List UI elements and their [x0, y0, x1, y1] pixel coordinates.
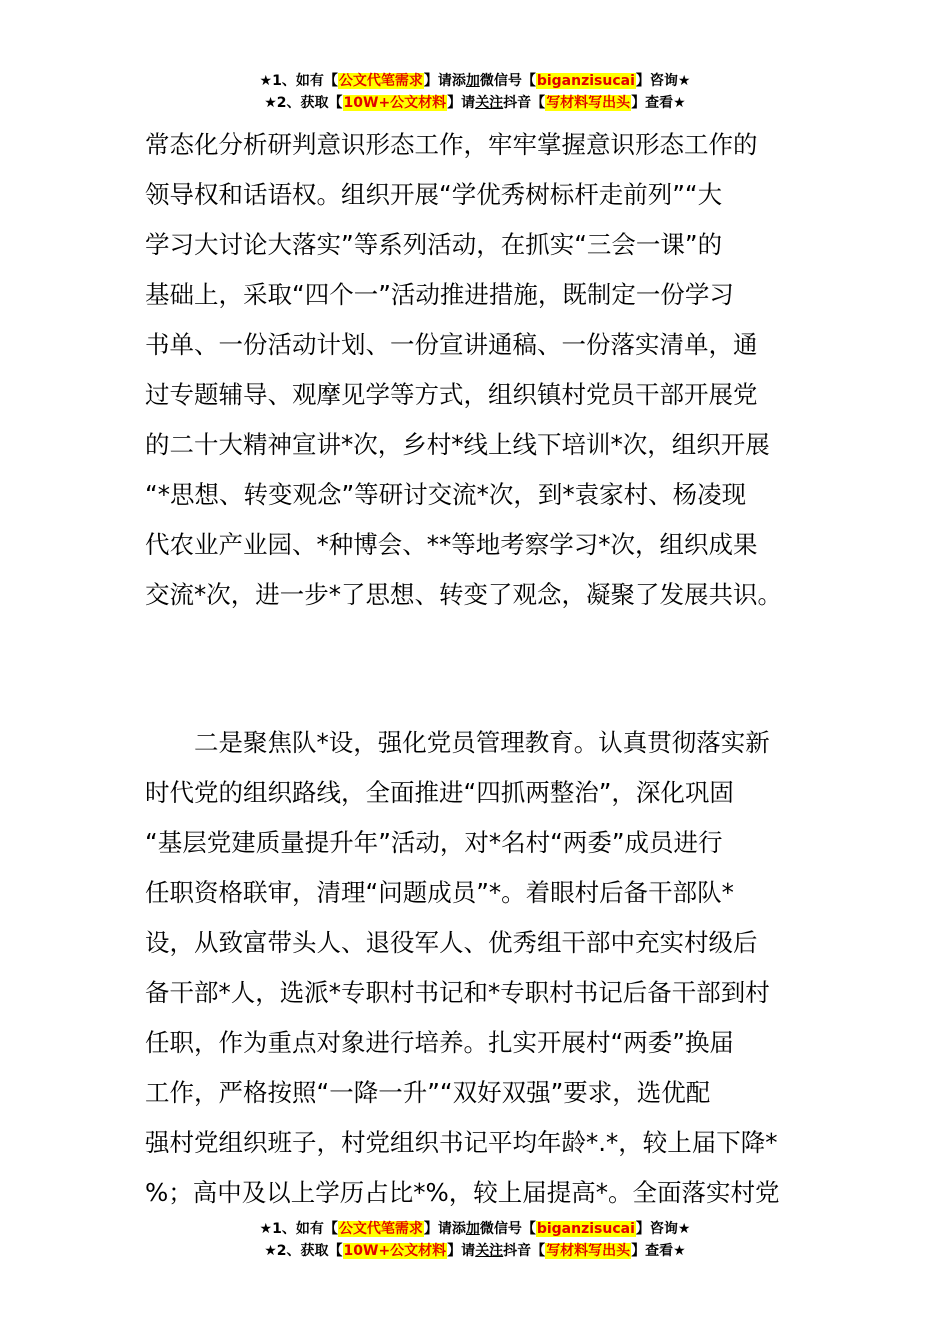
body-line: 二是聚焦队*设，强化党员管理教育。认真贯彻落实新: [145, 728, 770, 757]
promo-underlined-text: 关注: [475, 95, 504, 111]
paragraph-ideology-work: [145, 120, 835, 620]
promo-douyin-account: 写材料写出头: [546, 95, 631, 111]
promo-line-consult: [0, 70, 950, 92]
promo-header-top: [0, 70, 950, 114]
promo-text: 】查看★: [631, 95, 686, 111]
promo-text: 抖音【: [503, 95, 546, 111]
body-line: 时代党的组织路线，全面推进“四抓两整治”，深化巩固: [145, 778, 734, 807]
promo-highlight: 公文代笔需求: [338, 1221, 423, 1237]
body-line: 基础上，采取“四个一”活动推进措施，既制定一份学习: [145, 280, 734, 309]
body-line: 常态化分析研判意识形态工作，牢牢掌握意识形态工作的: [145, 130, 758, 159]
paragraph-team-building: [145, 718, 835, 1218]
body-line: 书单、一份活动计划、一份宣讲通稿、一份落实清单，通: [145, 330, 758, 359]
body-line: 领导权和话语权。组织开展“学优秀树标杆走前列”“大: [145, 180, 723, 209]
body-line: 备干部*人，选派*专职村书记和*专职村书记后备干部到村: [145, 978, 770, 1007]
promo-text: 微信号【: [479, 73, 536, 89]
promo-highlight: 公文代笔需求: [338, 73, 423, 89]
promo-text: ★2、获取【: [264, 95, 343, 111]
body-line: “基层党建质量提升年”活动，对*名村“两委”成员进行: [145, 828, 723, 857]
body-line: 学习大讨论大落实”等系列活动，在抓实“三会一课”的: [145, 230, 723, 259]
body-line: 任职，作为重点对象进行培养。扎实开展村“两委”换届: [145, 1028, 734, 1057]
promo-text: ★1、如有【: [259, 73, 338, 89]
promo-wechat-id: biganzisucai: [536, 73, 635, 89]
promo-text: 】咨询★: [635, 1221, 691, 1237]
body-line: 设，从致富带头人、退役军人、优秀组干部中充实村级后: [145, 928, 758, 957]
promo-highlight: 10W+公文材料: [343, 95, 447, 111]
promo-underlined-text: 关注: [475, 1243, 504, 1259]
promo-underlined-text: 加: [465, 1221, 480, 1237]
body-line: 的二十大精神宣讲*次，乡村*线上线下培训*次，组织开展: [145, 430, 770, 459]
promo-footer-bottom: [0, 1218, 950, 1262]
promo-text: ★2、获取【: [264, 1243, 343, 1259]
promo-underlined-text: 加: [465, 73, 480, 89]
promo-text: 】咨询★: [635, 73, 691, 89]
promo-text: 抖音【: [503, 1243, 546, 1259]
promo-text: ★1、如有【: [259, 1221, 338, 1237]
promo-highlight: 10W+公文材料: [343, 1243, 447, 1259]
promo-line-materials: [0, 92, 950, 114]
promo-text: 】请添: [423, 1221, 466, 1237]
body-line: 工作，严格按照“一降一升”“双好双强”要求，选优配: [145, 1078, 711, 1107]
body-line: 强村党组织班子，村党组织书记平均年龄*.*，较上届下降*: [145, 1128, 778, 1157]
body-line: 任职资格联审，清理“问题成员”*。着眼村后备干部队*: [145, 878, 734, 907]
body-line: 过专题辅导、观摩见学等方式，组织镇村党员干部开展党: [145, 380, 758, 409]
promo-text: 】查看★: [631, 1243, 686, 1259]
promo-wechat-id: biganzisucai: [536, 1221, 635, 1237]
promo-text: 】请添: [423, 73, 466, 89]
promo-douyin-account: 写材料写出头: [546, 1243, 631, 1259]
promo-text: 微信号【: [479, 1221, 536, 1237]
promo-line-materials: [0, 1240, 950, 1262]
body-line: 代农业产业园、*种博会、**等地考察学习*次，组织成果: [145, 530, 758, 559]
promo-text: 】请: [447, 1243, 476, 1259]
promo-text: 】请: [447, 95, 476, 111]
promo-line-consult: [0, 1218, 950, 1240]
body-line: %；高中及以上学历占比*%，较上届提高*。全面落实村党: [145, 1178, 780, 1207]
body-line: “*思想、转变观念”等研讨交流*次，到*袁家村、杨凌现: [145, 480, 747, 509]
body-line: 交流*次，进一步*了思想、转变了观念，凝聚了发展共识。: [145, 580, 782, 609]
